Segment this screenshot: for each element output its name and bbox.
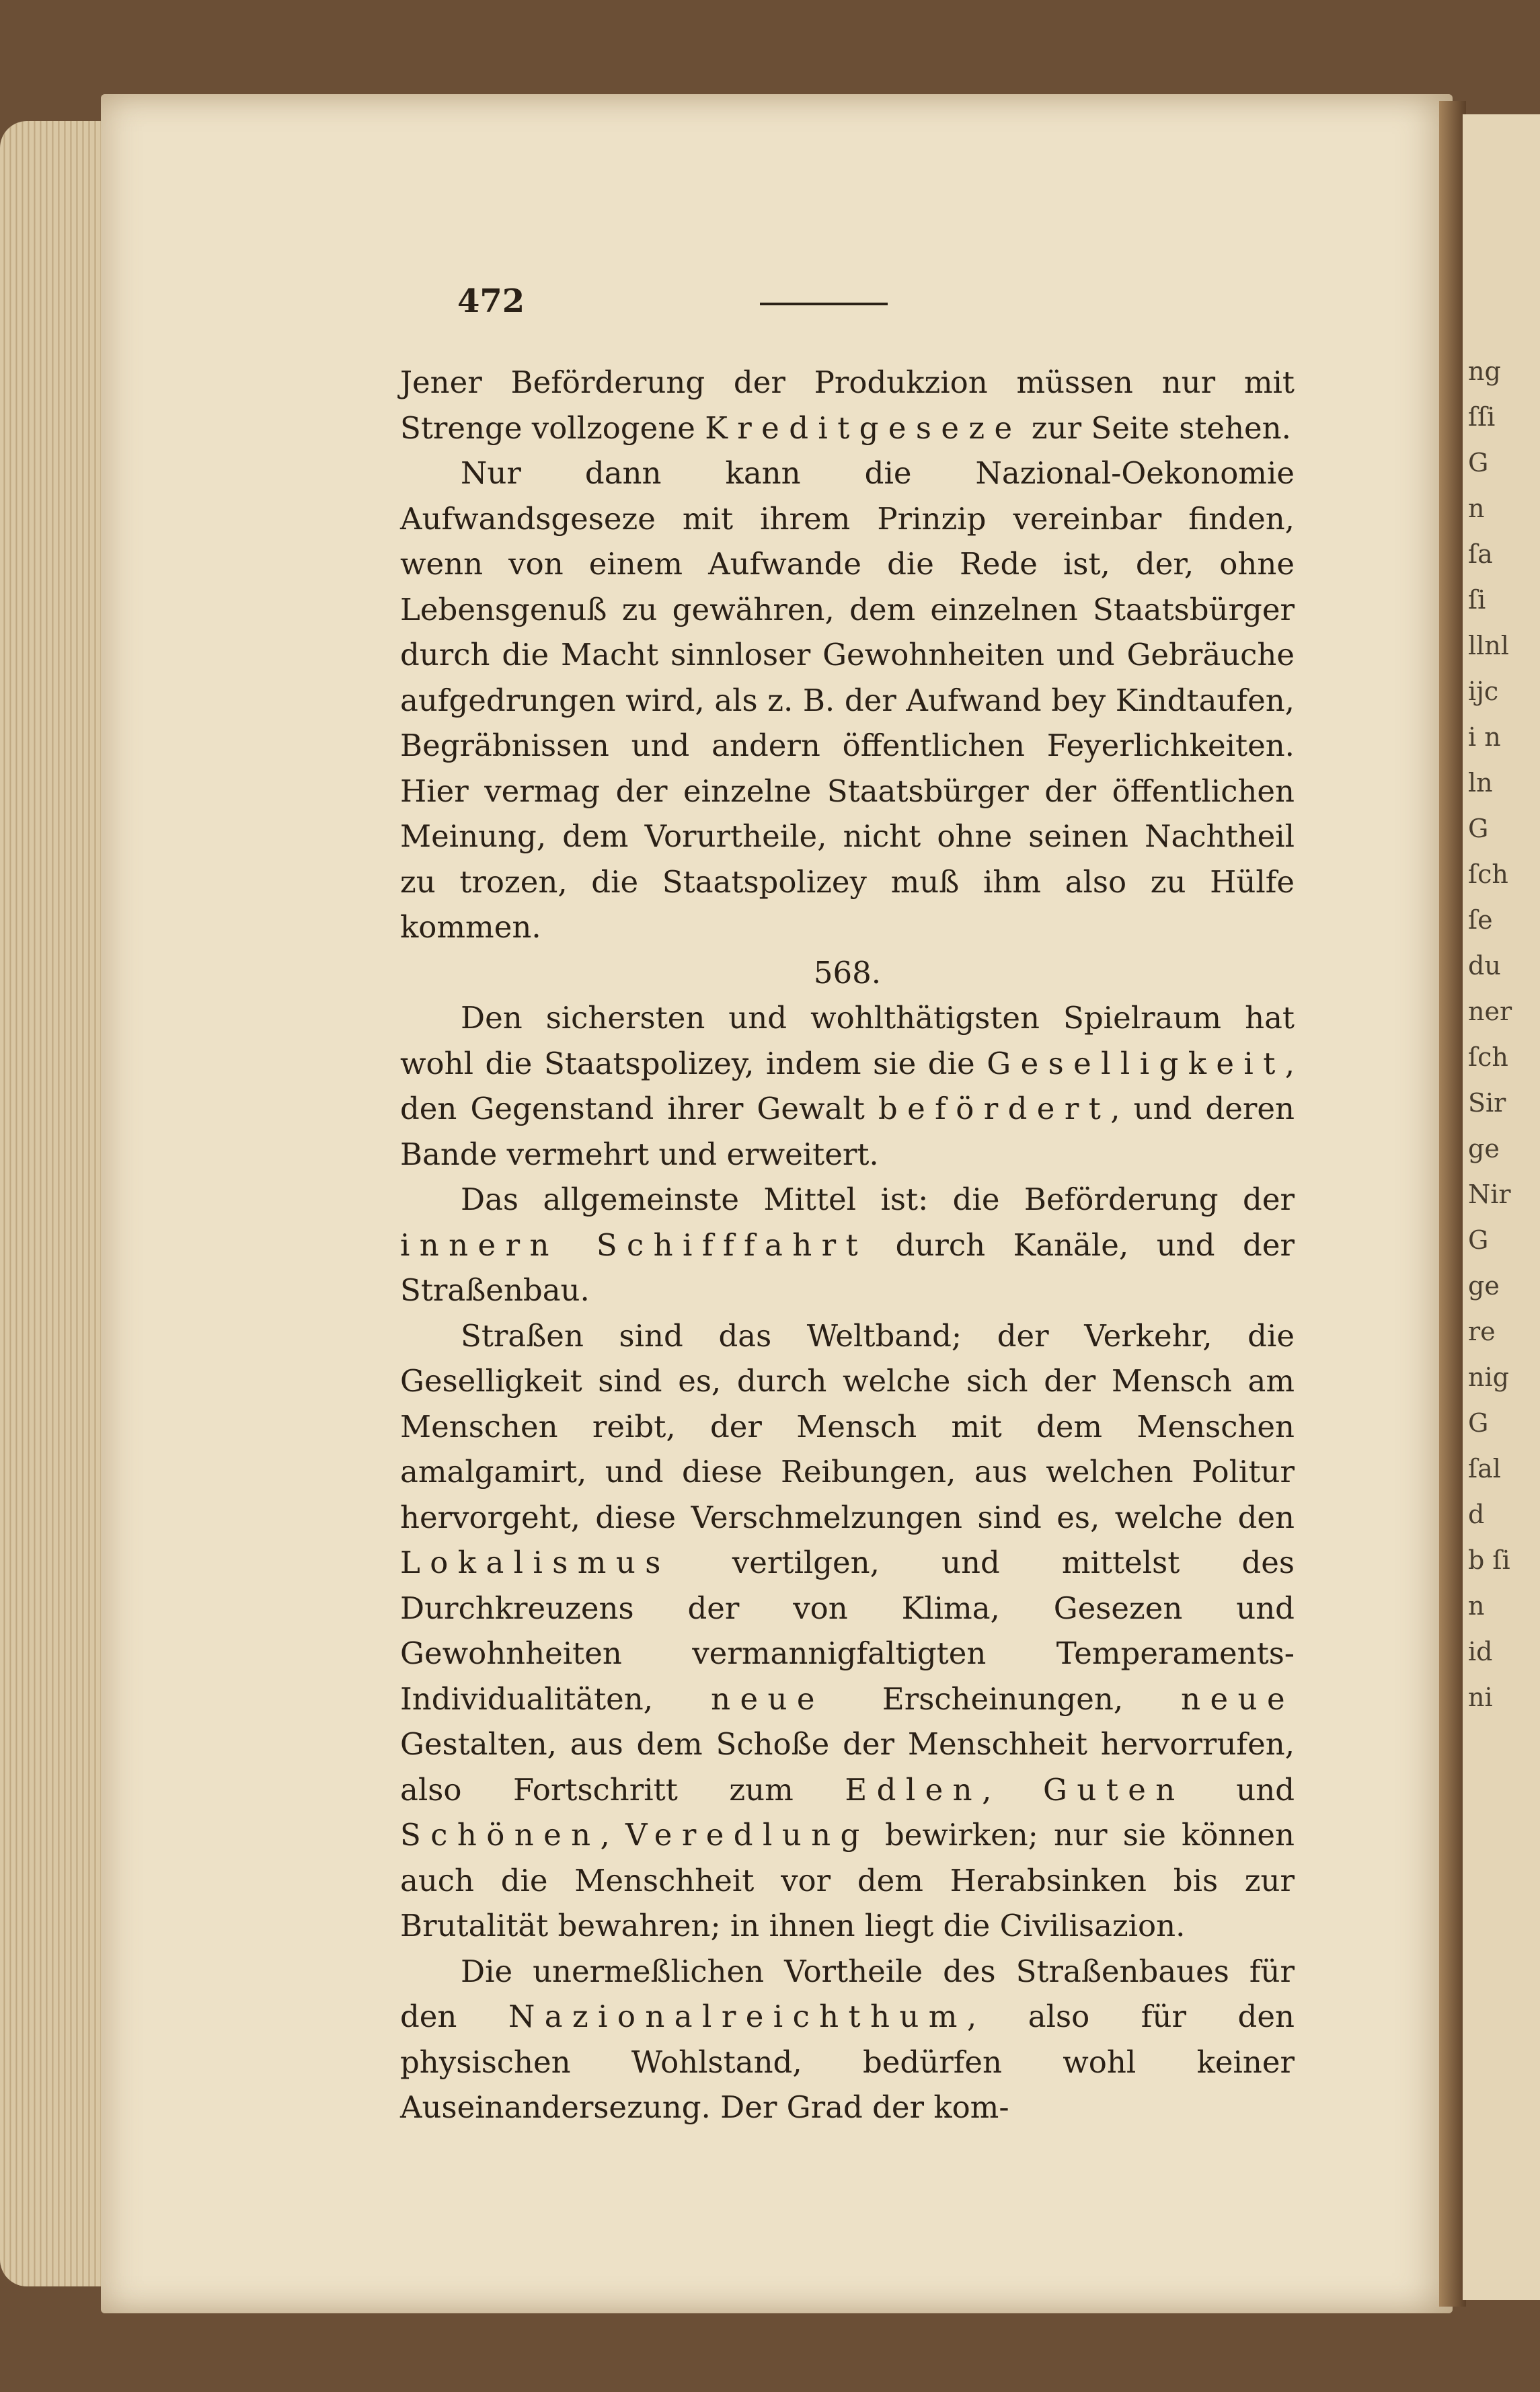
spaced-emphasis: befördert [878, 1091, 1111, 1126]
facing-page-fragment: re [1468, 1317, 1496, 1346]
spaced-emphasis: neue [711, 1681, 824, 1717]
facing-page-fragment: ner [1468, 997, 1512, 1026]
facing-page-fragment: ſal [1468, 1454, 1501, 1483]
facing-page-fragment: ge [1468, 1271, 1500, 1301]
spaced-emphasis: Guten [1042, 1771, 1185, 1808]
page-number: 472 [457, 282, 525, 320]
facing-page-fragment: ſch [1468, 1042, 1508, 1072]
section-number: 568. [813, 954, 882, 991]
text-run: , also für den physischen Wohlstand, bedürfen wohl keiner Auseinandersezung. Der Grad der kom- [400, 1999, 1295, 2125]
spaced-emphasis: innern Schifffahrt [400, 1227, 868, 1263]
text-run: vertilgen, und mittelst des Durchkreuzens der von Klima, Gesezen und Gewohnheiten vermannigfaltigten Temperaments-Individualitäten, [400, 1545, 1295, 1717]
facing-page-fragment: Nir [1468, 1180, 1511, 1209]
facing-page-fragment: ng [1468, 356, 1501, 386]
text-run: und [1184, 1771, 1295, 1808]
text-run: Erscheinungen, [824, 1681, 1182, 1717]
paragraph [400, 360, 1295, 451]
facing-page-fragment: G [1468, 448, 1489, 477]
text-run: durch Kanäle, und der Straßenbau. [400, 1227, 1295, 1308]
text-run: bewirken; nur sie können auch die Menschheit vor dem Herabsinken bis zur Brutalität bewahren; in ihnen liegt die Civilisazion. [400, 1817, 1295, 1943]
facing-page-fragment: n [1468, 494, 1485, 523]
facing-page-fragment: G [1468, 814, 1489, 843]
facing-page-fragment: ni [1468, 1683, 1493, 1712]
spaced-emphasis: Schönen [400, 1817, 601, 1853]
facing-page-fragment: llnl [1468, 631, 1509, 660]
spaced-emphasis: Geselligkeit [987, 1045, 1285, 1081]
page-header [101, 282, 1453, 323]
facing-page-edge [1463, 114, 1540, 2300]
text-run: , den Gegenstand ihrer Gewalt [400, 1045, 1295, 1126]
facing-page-fragment: Sir [1468, 1088, 1506, 1118]
facing-page-fragment: G [1468, 1225, 1489, 1255]
paragraph [400, 451, 1295, 950]
facing-page-fragment: i n [1468, 722, 1501, 752]
facing-page-fragment: G [1468, 1408, 1489, 1438]
facing-page-fragment: d [1468, 1500, 1485, 1529]
facing-page-fragment: ſe [1468, 905, 1493, 935]
spaced-emphasis: Nazionalreichthum [508, 1999, 967, 2034]
text-run: , [600, 1817, 626, 1853]
facing-page-fragment: ſſi [1468, 402, 1496, 432]
paragraph [400, 1313, 1295, 1949]
paragraph [400, 1177, 1295, 1313]
facing-page-fragment: nig [1468, 1362, 1509, 1392]
text-run: Das allgemeinste Mittel ist: die Beförderung der [461, 1182, 1295, 1217]
text-run: Gestalten, aus dem Schoße der Menschheit hervorrufen, also Fortschritt zum [400, 1726, 1295, 1808]
text-run: , und deren Bande vermehrt und erweitert. [400, 1091, 1295, 1172]
book-gutter [1439, 101, 1466, 2307]
spaced-emphasis: neue [1181, 1681, 1295, 1717]
facing-page-fragment: ſi [1468, 585, 1486, 615]
spaced-emphasis: Kreditgeseze [705, 410, 1022, 446]
text-run: , [982, 1771, 1043, 1808]
text-run: Nur dann kann die Nazional-Oekonomie Aufwandsgeseze mit ihrem Prinzip vereinbar finden, wenn von einem Aufwande die Rede ist, der, ohne Lebensgenuß zu gewähren, dem einzelnen Staatsbürger durch die Macht sinnloser Gewohnheiten und Gebräuche aufgedrungen wird, als z. B. der Aufwand bey Kindtaufen, Begräbnissen und andern öffentlichen Feyerlichkeiten. Hier vermag der einzelne Staatsbürger der öffentlichen Meinung, dem Vorurtheile, nicht ohne seinen Nachtheil zu trozen, die Staatspolizey muß ihm also zu Hülfe kommen. [400, 455, 1295, 945]
facing-page-fragment: ſch [1468, 859, 1508, 889]
text-run: zur Seite stehen. [1022, 410, 1291, 446]
facing-page-fragment: ge [1468, 1134, 1500, 1163]
text-run: Straßen sind das Weltband; der Verkehr, die Geselligkeit sind es, durch welche sich der Mensch am Menschen reibt, der Mensch mit dem Menschen amalgamirt, und diese Reibungen, aus welchen Politur hervorgeht, diese Verschmelzungen sind es, welche den [400, 1317, 1295, 1535]
facing-page-fragment: b ſi [1468, 1545, 1510, 1575]
text-run: Die unermeßlichen Vortheile des Straßenbaues für den [400, 1953, 1295, 2034]
spaced-emphasis: Edlen [845, 1771, 983, 1808]
header-rule [760, 303, 888, 305]
text-run: Den sichersten und wohlthätigsten Spielraum hat wohl die Staatspolizey, indem sie die [400, 1000, 1295, 1081]
facing-page-fragment: ln [1468, 768, 1493, 798]
spaced-emphasis: Veredlung [625, 1817, 870, 1853]
facing-page-fragment: du [1468, 951, 1501, 980]
body-text [400, 360, 1295, 2130]
paragraph [400, 1949, 1295, 2130]
spaced-emphasis: Lokalismus [400, 1545, 670, 1580]
text-run: Jener Beförderung der Produkzion müssen nur mit Strenge vollzogene [400, 364, 1295, 446]
facing-page-fragment: id [1468, 1637, 1493, 1666]
facing-page-fragment: ijc [1468, 677, 1499, 706]
paragraph [400, 995, 1295, 1177]
facing-page-fragment: n [1468, 1591, 1485, 1621]
facing-page-fragment: ſa [1468, 539, 1493, 569]
